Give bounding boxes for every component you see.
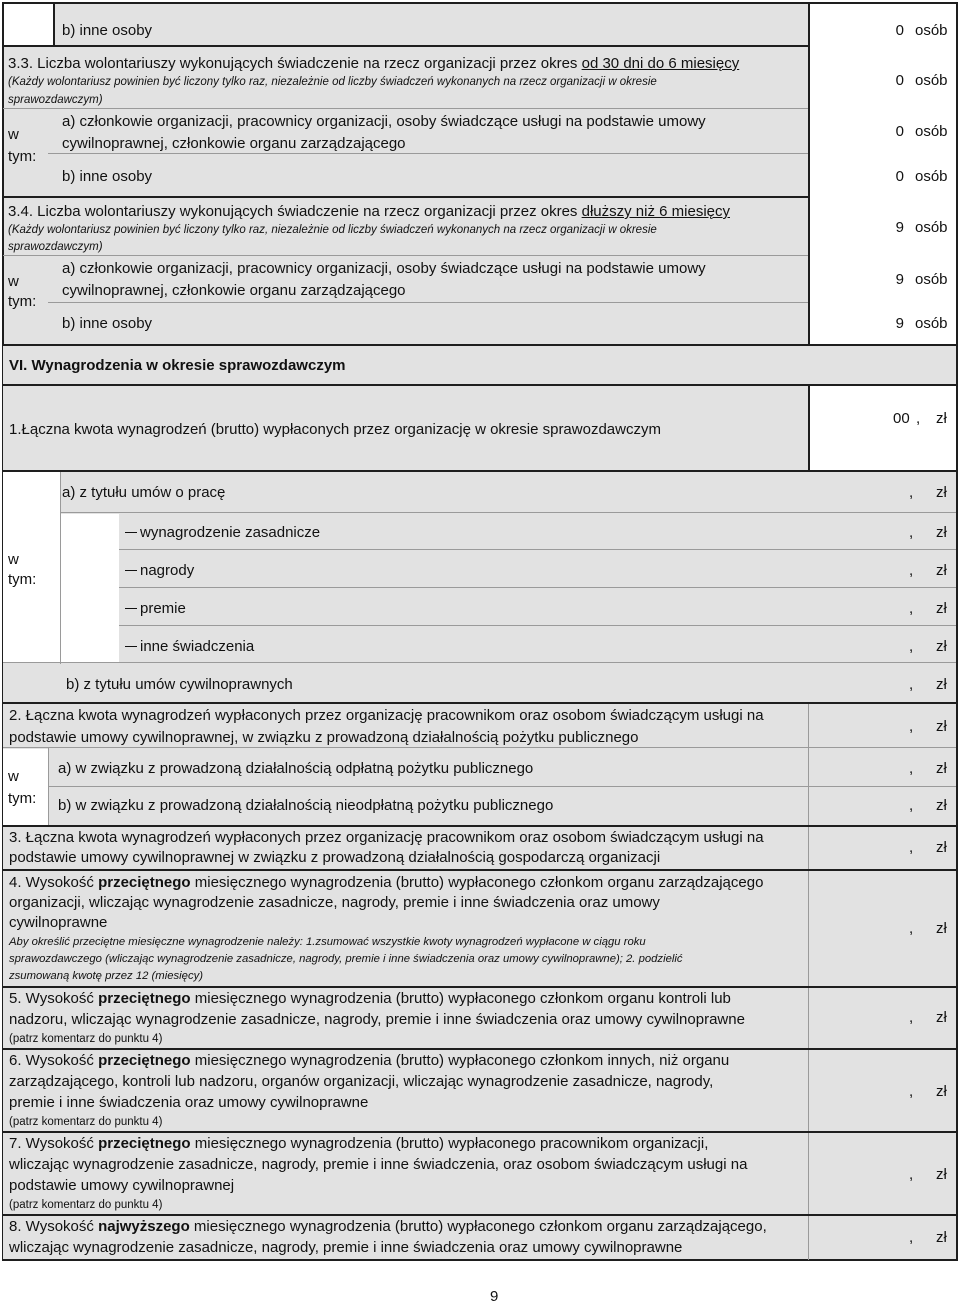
q2a-unit: zł <box>936 760 947 777</box>
prev-row-left-cell <box>3 3 53 45</box>
s33-total-value: 0 <box>895 72 904 89</box>
q2-line1: 2. Łączna kwota wynagrodzeń wypłaconych przez organizację pracownikom oraz osobom świadczącym usługi na <box>9 707 764 724</box>
rule <box>3 662 60 663</box>
q3-line1: 3. Łączna kwota wynagrodzeń wypłaconych przez organizację pracownikom oraz osobom świadczącym usługi na <box>9 829 764 846</box>
s34-note-2: sprawozdawczym) <box>8 241 103 253</box>
q1a-indent-cell <box>61 514 119 662</box>
q1a-item-3-unit: zł <box>936 638 947 655</box>
q6-line1: 6. Wysokość przeciętnego miesięcznego wynagrodzenia (brutto) wypłaconego członkom innych, niż organu <box>9 1052 730 1069</box>
q2-w-label: w <box>8 768 19 785</box>
q1b-sep: , <box>909 676 914 693</box>
q7-note: (patrz komentarz do punktu 4) <box>9 1199 163 1211</box>
rule <box>2 196 808 198</box>
q8-unit: zł <box>936 1229 947 1246</box>
s33-b-label: b) inne osoby <box>62 168 153 185</box>
q2b-sep: , <box>909 797 914 814</box>
s33-total-unit: osób <box>915 72 948 89</box>
q2-line2: podstawie umowy cywilnoprawnej, w związku z prowadzoną działalnością pożytku publicznego <box>9 729 639 746</box>
q1-w-label: w <box>8 551 19 568</box>
q2b-unit: zł <box>936 797 947 814</box>
q4-line2: organizacji, wliczając wynagrodzenie zasadnicze, nagrody, premie i inne świadczenia oraz umowy <box>9 894 660 911</box>
s33-a-line1: a) członkowie organizacji, pracownicy organizacji, osoby świadczące usługi na podstawie umowy <box>62 113 706 130</box>
s34-a-value: 9 <box>895 271 904 288</box>
prev-b-value: 0 <box>895 22 904 39</box>
q1a-item-3-sep: , <box>909 638 914 655</box>
q6-sep: , <box>909 1083 914 1100</box>
q2a-sep: , <box>909 760 914 777</box>
q4-note-3: zsumowaną kwotę przez 12 (miesięcy) <box>9 970 203 982</box>
q1a-sep: , <box>909 484 914 501</box>
q1a-item-1: nagrody <box>125 562 194 580</box>
s33-a-value: 0 <box>895 123 904 140</box>
q7-line2: wliczając wynagrodzenie zasadnicze, nagrody, premie i inne świadczenia, oraz osobom świadczącym usługi na <box>9 1156 748 1173</box>
s34-note-1: (Każdy wolontariusz powinien być liczony tylko raz, niezależnie od liczby świadczeń wykonanych na rzecz organizacji w okresie <box>8 224 657 236</box>
right-border <box>956 2 958 1260</box>
rule <box>48 153 808 154</box>
q4-sep: , <box>909 920 914 937</box>
q4-note-1: Aby określić przeciętne miesięczne wynagrodzenie należy: 1.zsumować wszystkie kwoty wynagrodzeń wypłacone w ciągu roku <box>9 936 646 948</box>
q1a-item-3: inne świadczenia <box>125 638 254 656</box>
q2b-label: b) w związku z prowadzoną działalnością nieodpłatną pożytku publicznego <box>58 797 554 814</box>
q2-sep: , <box>909 718 914 735</box>
rule <box>2 45 808 47</box>
rule <box>48 786 956 787</box>
q6-note: (patrz komentarz do punktu 4) <box>9 1116 163 1128</box>
q1-unit: zł <box>936 410 947 427</box>
s34-w-label: w <box>8 273 19 290</box>
s34-b-label: b) inne osoby <box>62 315 153 332</box>
s34-total-unit: osób <box>915 219 948 236</box>
q3-unit: zł <box>936 839 947 856</box>
q5-line2: nadzoru, wliczając wynagrodzenie zasadnicze, nagrody, premie i inne świadczenia oraz umowy cywilnoprawne <box>9 1011 745 1028</box>
q1-value: 00 <box>893 410 910 427</box>
prev-b-label: b) inne osoby <box>62 22 153 39</box>
section-vi-title: VI. Wynagrodzenia w okresie sprawozdawczym <box>9 357 346 374</box>
s34-b-value: 9 <box>895 315 904 332</box>
prev-row-divider <box>53 2 55 46</box>
rule <box>3 108 808 109</box>
q7-line1: 7. Wysokość przeciętnego miesięcznego wynagrodzenia (brutto) wypłaconego pracownikom organizacji, <box>9 1135 709 1152</box>
q1a-unit: zł <box>936 484 947 501</box>
q5-sep: , <box>909 1009 914 1026</box>
rule <box>808 384 810 470</box>
rule <box>2 1048 958 1050</box>
q8-line1: 8. Wysokość najwyższego miesięcznego wynagrodzenia (brutto) wypłaconego członkom organu zarządzającego, <box>9 1218 767 1235</box>
s33-tym-label: tym: <box>8 148 37 165</box>
rule <box>2 1131 958 1133</box>
rule <box>48 302 808 303</box>
q3-line2: podstawie umowy cywilnoprawnej w związku z prowadzoną działalnością gospodarczą organizacji <box>9 849 661 866</box>
s33-title: 3.3. Liczba wolontariuszy wykonujących świadczenie na rzecz organizacji przez okres od 30 dni do 6 miesięcy <box>8 55 740 72</box>
q2-tym-label: tym: <box>8 790 37 807</box>
q7-sep: , <box>909 1166 914 1183</box>
q4-line1: 4. Wysokość przeciętnego miesięcznego wynagrodzenia (brutto) wypłaconego członkom organu zarządzającego <box>9 874 764 891</box>
rule <box>2 869 958 871</box>
s33-a-unit: osób <box>915 123 948 140</box>
q4-unit: zł <box>936 920 947 937</box>
q5-unit: zł <box>936 1009 947 1026</box>
q4-note-2: sprawozdawczego (wliczając wynagrodzenie zasadnicze, nagrody, premie i inne świadczenia oraz umowy cywilnoprawne); 2. podzielić <box>9 953 683 965</box>
q1a-label: a) z tytułu umów o pracę <box>62 484 226 501</box>
q2-wtym-cell <box>3 749 48 825</box>
q6-unit: zł <box>936 1083 947 1100</box>
rule <box>808 704 809 1260</box>
q7-line3: podstawie umowy cywilnoprawnej <box>9 1177 235 1194</box>
q8-sep: , <box>909 1229 914 1246</box>
q1-tym-label: tym: <box>8 571 37 588</box>
top-border <box>2 2 958 4</box>
q1b-unit: zł <box>936 676 947 693</box>
q1a-item-1-sep: , <box>909 562 914 579</box>
s33-a-line2: cywilnoprawnej, członkowie organu zarządzającego <box>62 135 406 152</box>
q6-line3: premie i inne świadczenia oraz umowy cywilnoprawne <box>9 1094 369 1111</box>
s34-total-value: 9 <box>895 219 904 236</box>
rule <box>2 986 958 988</box>
q5-note: (patrz komentarz do punktu 4) <box>9 1033 163 1045</box>
rule <box>2 1214 958 1216</box>
s34-tym-label: tym: <box>8 293 37 310</box>
s34-a-line1: a) członkowie organizacji, pracownicy organizacji, osoby świadczące usługi na podstawie umowy <box>62 260 706 277</box>
s34-a-line2: cywilnoprawnej, członkowie organu zarządzającego <box>62 282 406 299</box>
rule <box>119 587 956 588</box>
s33-b-value: 0 <box>895 168 904 185</box>
q1a-item-0-sep: , <box>909 524 914 541</box>
s33-note-2: sprawozdawczym) <box>8 94 103 106</box>
q7-unit: zł <box>936 1166 947 1183</box>
q2a-label: a) w związku z prowadzoną działalnością odpłatną pożytku publicznego <box>58 760 534 777</box>
rule <box>119 625 956 626</box>
rule <box>60 472 61 664</box>
q1a-item-2: premie <box>125 600 186 618</box>
q1b-label: b) z tytułu umów cywilnoprawnych <box>66 676 293 693</box>
rule <box>2 825 958 827</box>
s34-a-unit: osób <box>915 271 948 288</box>
page-number: 9 <box>490 1288 499 1305</box>
q1a-item-1-unit: zł <box>936 562 947 579</box>
q8-line2: wliczając wynagrodzenie zasadnicze, nagrody, premie i inne świadczenia oraz umowy cywilnoprawne <box>9 1239 683 1256</box>
bottom-border <box>2 1259 958 1261</box>
q5-line1: 5. Wysokość przeciętnego miesięcznego wynagrodzenia (brutto) wypłaconego członkom organu kontroli lub <box>9 990 731 1007</box>
s34-title: 3.4. Liczba wolontariuszy wykonujących świadczenie na rzecz organizacji przez okres dłuższy niż 6 miesięcy <box>8 203 730 220</box>
q1-label: 1.Łączna kwota wynagrodzeń (brutto) wypłaconych przez organizację w okresie sprawozdawczym <box>9 421 661 438</box>
q4-line3: cywilnoprawne <box>9 914 108 931</box>
rule <box>3 747 956 748</box>
rule <box>119 549 956 550</box>
rule <box>60 512 956 513</box>
q2-unit: zł <box>936 718 947 735</box>
q1a-item-0-unit: zł <box>936 524 947 541</box>
value-col-divider <box>808 2 810 346</box>
q1a-item-2-sep: , <box>909 600 914 617</box>
q6-line2: zarządzającego, kontroli lub nadzoru, organów organizacji, wliczając wynagrodzenie zasadnicze, nagrody, <box>9 1073 714 1090</box>
rule <box>60 662 956 663</box>
q1a-item-2-unit: zł <box>936 600 947 617</box>
q1a-item-0: wynagrodzenie zasadnicze <box>125 524 320 542</box>
q1-sep: , <box>916 410 921 427</box>
s33-b-unit: osób <box>915 168 948 185</box>
q3-sep: , <box>909 839 914 856</box>
rule <box>3 255 808 256</box>
s33-w-label: w <box>8 126 19 143</box>
s33-note-1: (Każdy wolontariusz powinien być liczony tylko raz, niezależnie od liczby świadczeń wykonanych na rzecz organizacji w okresie <box>8 76 657 88</box>
s34-b-unit: osób <box>915 315 948 332</box>
prev-b-unit: osób <box>915 22 948 39</box>
